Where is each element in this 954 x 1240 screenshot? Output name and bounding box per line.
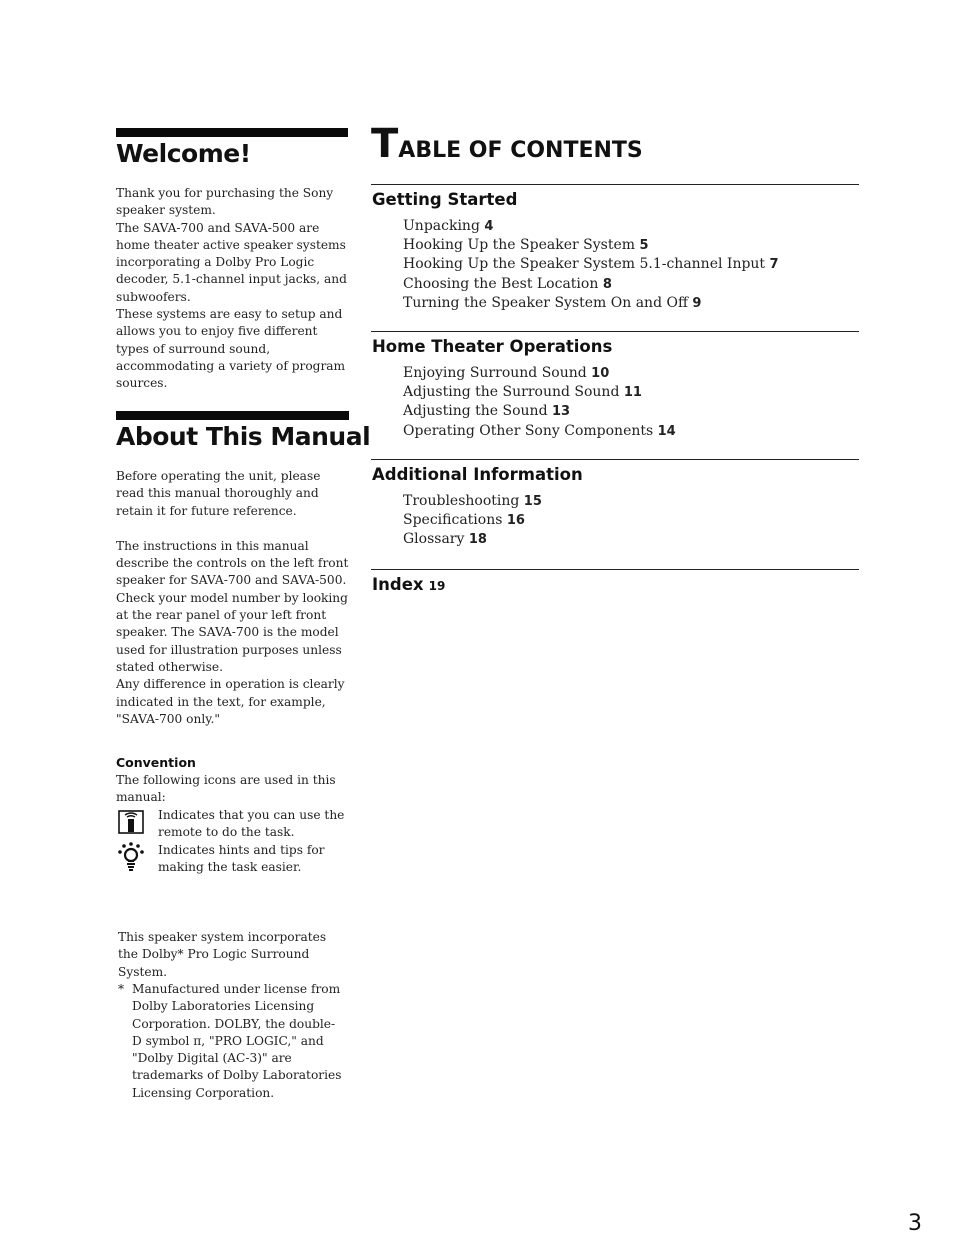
remote-description: Indicates that you can use the remote to do the task. (158, 808, 345, 840)
toc-section-home-theater: Home Theater Operations (372, 337, 613, 356)
about-paragraph: The instructions in this manual describe the controls on the left front speaker for SAVA-700 and SAVA-500. Check your model number by looking at the rear panel of your left front speaker. The SAVA-700 is the model used for illustration purposes unless stated otherwise. (116, 538, 349, 674)
section-divider (371, 331, 859, 332)
welcome-title: Welcome! (116, 139, 251, 168)
toc-title-initial: T (371, 121, 399, 167)
welcome-paragraph: Thank you for purchasing the Sony speaker system. (116, 186, 334, 218)
tip-description: Indicates hints and tips for making the task easier. (158, 843, 325, 875)
welcome-text (116, 185, 352, 393)
toc-entry[interactable]: Enjoying Surround Sound 10 (403, 365, 610, 381)
toc-entry[interactable]: Turning the Speaker System On and Off 9 (403, 294, 702, 311)
about-paragraph: Before operating the unit, please read this manual thoroughly and retain it for future reference. (116, 469, 321, 518)
section-divider (371, 184, 859, 185)
lightbulb-icon (117, 841, 145, 875)
toc-entry[interactable]: Adjusting the Surround Sound 11 (403, 384, 642, 401)
toc-entry[interactable]: Glossary 18 (403, 531, 487, 548)
page-number: 3 (908, 1211, 922, 1236)
toc-section-additional-info: Additional Information (372, 465, 583, 484)
about-text (116, 468, 352, 728)
welcome-paragraph: The SAVA-700 and SAVA-500 are home theater active speaker systems incorporating a Dolby Pro Logic decoder, 5.1-channel input jacks, and subwoofers. (116, 220, 347, 304)
toc-entry[interactable]: Hooking Up the Speaker System 5 (403, 237, 649, 254)
welcome-bar (116, 128, 348, 137)
toc-entry[interactable]: Troubleshooting 15 (403, 493, 542, 509)
footnote-mark: * (118, 982, 125, 996)
toc-title-rest: ABLE OF CONTENTS (398, 138, 643, 163)
convention-intro: The following icons are used in this manual: (116, 773, 336, 805)
remote-icon (118, 810, 144, 834)
toc-list-additional-info (403, 492, 853, 550)
toc-section-getting-started: Getting Started (372, 190, 518, 209)
about-paragraph: Any difference in operation is clearly indicated in the text, for example, "SAVA-700 only." (116, 677, 345, 726)
toc-entry[interactable]: Choosing the Best Location 8 (403, 275, 612, 292)
section-divider (371, 569, 859, 570)
toc-entry[interactable]: Unpacking 4 (403, 218, 494, 234)
section-divider (371, 459, 859, 460)
welcome-paragraph: These systems are easy to setup and allows you to enjoy five different types of surround sound, accommodating a variety of program sources. (116, 307, 346, 391)
toc-list-getting-started (403, 217, 853, 313)
toc-title (371, 122, 643, 166)
about-title: About This Manual (116, 422, 371, 451)
about-bar (116, 411, 349, 420)
toc-entry[interactable]: Specifications 16 (403, 512, 525, 529)
dolby-footnote: Manufactured under license from Dolby Laboratories Licensing Corporation. DOLBY, the double-D symbol π, "PRO LOGIC," and "Dolby Digital (AC-3)" are trademarks of Dolby Laboratories Licensing Corporation. (132, 982, 342, 1100)
convention-title: Convention (116, 755, 196, 770)
toc-index-entry[interactable] (372, 575, 445, 594)
toc-index-label: Index (372, 575, 424, 594)
toc-entry[interactable]: Operating Other Sony Components 14 (403, 422, 676, 439)
toc-entry[interactable]: Hooking Up the Speaker System 5.1-channel Input 7 (403, 256, 779, 273)
toc-index-page: 19 (428, 579, 446, 593)
toc-entry[interactable]: Adjusting the Sound 13 (403, 403, 571, 420)
toc-list-home-theater (403, 364, 853, 441)
dolby-text: This speaker system incorporates the Dolby* Pro Logic Surround System. (118, 930, 327, 979)
